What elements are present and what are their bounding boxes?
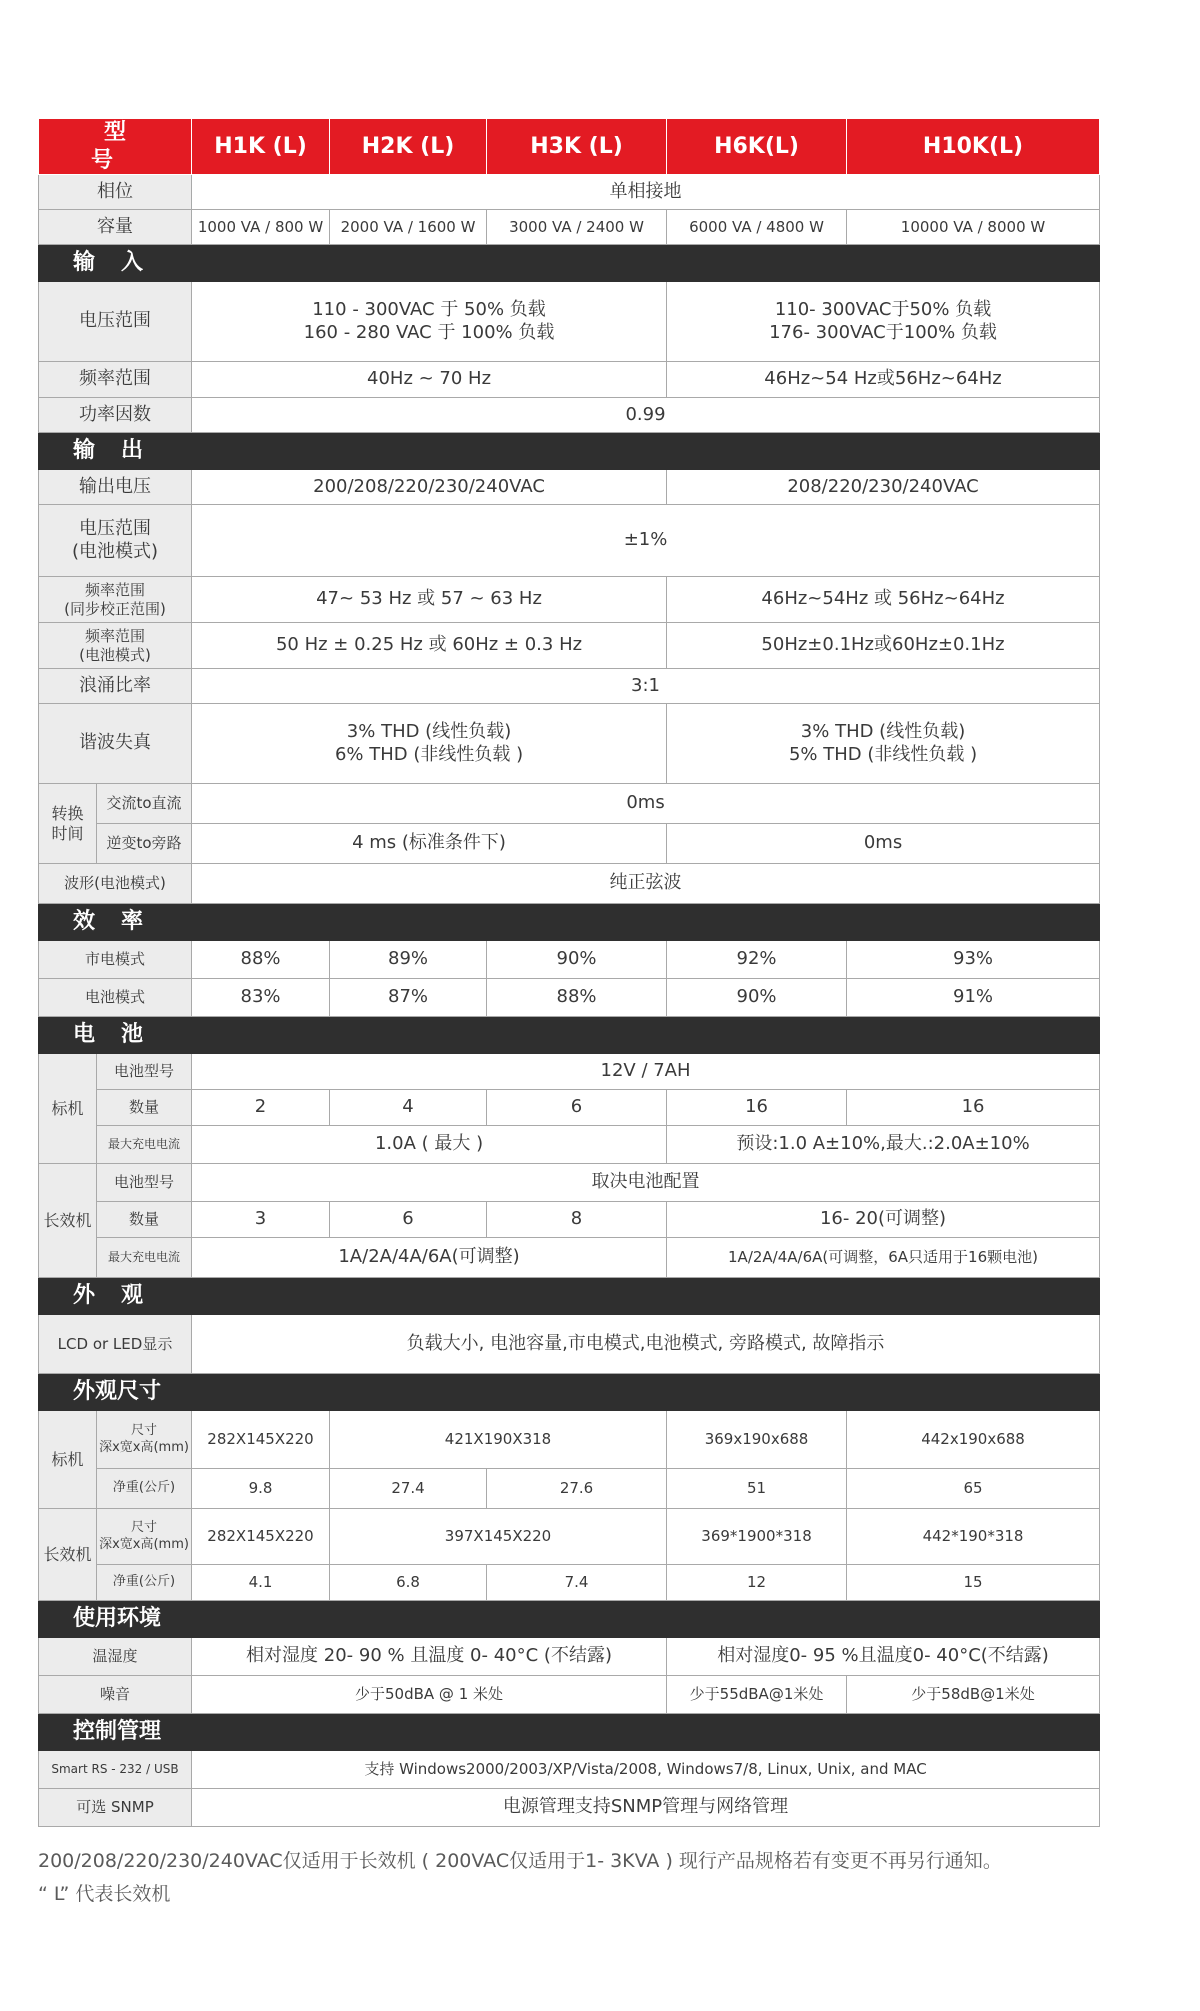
text-line: 电压范围 xyxy=(79,518,151,539)
capacity-value: 6000 VA / 4800 W xyxy=(667,210,847,245)
transfer-time-label xyxy=(39,784,97,864)
output-voltage-label: 输出电压 xyxy=(39,470,192,505)
battery-count-value: 8 xyxy=(487,1202,667,1238)
noise-label: 噪音 xyxy=(39,1676,192,1714)
weight-value: 9.8 xyxy=(192,1469,330,1509)
model-h3k: H3K (L) xyxy=(487,119,667,175)
std-max-charge-row xyxy=(39,1126,1100,1164)
text-line: 176- 300VAC于100% 负载 xyxy=(769,321,997,343)
text-line: 深x宽x高(mm) xyxy=(99,1439,189,1455)
eff-ac-value: 88% xyxy=(192,941,330,979)
eff-batt-value: 91% xyxy=(847,979,1100,1017)
crest-value: 3:1 xyxy=(192,669,1100,704)
text-line: (电池模式) xyxy=(79,645,151,664)
size-label xyxy=(97,1509,192,1565)
section-efficiency xyxy=(39,904,1100,941)
weight-value: 12 xyxy=(667,1565,847,1601)
transfer-inv-bypass-row xyxy=(39,824,1100,864)
dim-long-label: 长效机 xyxy=(39,1509,97,1601)
weight-value: 6.8 xyxy=(330,1565,487,1601)
battery-count-value: 16- 20(可调整) xyxy=(667,1202,1100,1238)
rs232-row xyxy=(39,1751,1100,1789)
eff-ac-row xyxy=(39,941,1100,979)
eff-batt-label: 电池模式 xyxy=(39,979,192,1017)
battery-count-value: 3 xyxy=(192,1202,330,1238)
long-battery-type-value: 取决电池配置 xyxy=(192,1164,1100,1202)
long-battery-count-row xyxy=(39,1202,1100,1238)
text-line: 5% THD (非线性负载 ) xyxy=(788,743,978,765)
text-line: 110- 300VAC于50% 负载 xyxy=(774,299,992,320)
section-title: 效 率 xyxy=(39,904,1100,941)
capacity-value: 10000 VA / 8000 W xyxy=(847,210,1100,245)
thd-row xyxy=(39,704,1100,784)
rs232-value: 支持 Windows2000/2003/XP/Vista/2008, Windows7/8, Linux, Unix, and MAC xyxy=(192,1751,1100,1789)
footnote xyxy=(38,1845,1158,1911)
text-line: 时间 xyxy=(51,823,84,843)
ac-to-dc-value: 0ms xyxy=(192,784,1100,824)
input-freq-row xyxy=(39,362,1100,398)
model-h6k: H6K(L) xyxy=(667,119,847,175)
freq-sync-row xyxy=(39,577,1100,623)
weight-value: 7.4 xyxy=(487,1565,667,1601)
text-line: 尺寸 xyxy=(131,1520,158,1536)
eff-batt-value: 88% xyxy=(487,979,667,1017)
eff-batt-value: 87% xyxy=(330,979,487,1017)
freq-batt-left: 50 Hz ± 0.25 Hz 或 60Hz ± 0.3 Hz xyxy=(192,623,667,669)
long-max-charge-left: 1A/2A/4A/6A(可调整) xyxy=(192,1238,667,1278)
section-output xyxy=(39,433,1100,470)
eff-batt-value: 83% xyxy=(192,979,330,1017)
battery-standard-label: 标机 xyxy=(39,1054,97,1164)
freq-sync-label xyxy=(39,577,192,623)
noise-mid: 少于55dBA@1米处 xyxy=(667,1676,847,1714)
weight-value: 27.6 xyxy=(487,1469,667,1509)
text-line: 转换 xyxy=(51,803,84,823)
section-management xyxy=(39,1714,1100,1751)
capacity-value: 3000 VA / 2400 W xyxy=(487,210,667,245)
max-charge-label: 最大充电电流 xyxy=(97,1238,192,1278)
power-factor-row xyxy=(39,398,1100,433)
text-line: 3% THD (线性负载) xyxy=(800,721,966,742)
model-h10k: H10K(L) xyxy=(847,119,1100,175)
inv-to-bypass-label: 逆变to旁路 xyxy=(97,824,192,864)
weight-label: 净重(公斤) xyxy=(97,1565,192,1601)
long-max-charge-row xyxy=(39,1238,1100,1278)
size-label xyxy=(97,1411,192,1469)
battery-count-value: 2 xyxy=(192,1090,330,1126)
thd-right xyxy=(667,704,1100,784)
size-value: 421X190X318 xyxy=(330,1411,667,1469)
inv-to-bypass-left: 4 ms (标准条件下) xyxy=(192,824,667,864)
ac-to-dc-label: 交流to直流 xyxy=(97,784,192,824)
battery-type-label: 电池型号 xyxy=(97,1164,192,1202)
section-title: 输 入 xyxy=(39,245,1100,282)
noise-left: 少于50dBA @ 1 米处 xyxy=(192,1676,667,1714)
weight-value: 65 xyxy=(847,1469,1100,1509)
section-input xyxy=(39,245,1100,282)
thd-left xyxy=(192,704,667,784)
long-size-row xyxy=(39,1509,1100,1565)
std-max-charge-left: 1.0A ( 最大 ) xyxy=(192,1126,667,1164)
size-value: 442*190*318 xyxy=(847,1509,1100,1565)
waveform-value: 纯正弦波 xyxy=(192,864,1100,904)
noise-right: 少于58dB@1米处 xyxy=(847,1676,1100,1714)
long-battery-type-row xyxy=(39,1164,1100,1202)
capacity-row xyxy=(39,210,1100,245)
std-max-charge-right: 预设:1.0 A±10%,最大.:2.0A±10% xyxy=(667,1126,1100,1164)
freq-batt-label xyxy=(39,623,192,669)
eff-ac-value: 92% xyxy=(667,941,847,979)
humidity-row xyxy=(39,1638,1100,1676)
section-appearance xyxy=(39,1278,1100,1315)
battery-count-label: 数量 xyxy=(97,1090,192,1126)
size-value: 282X145X220 xyxy=(192,1509,330,1565)
size-value: 397X145X220 xyxy=(330,1509,667,1565)
eff-ac-value: 89% xyxy=(330,941,487,979)
model-h2k: H2K (L) xyxy=(330,119,487,175)
weight-value: 4.1 xyxy=(192,1565,330,1601)
freq-batt-row xyxy=(39,623,1100,669)
eff-ac-value: 90% xyxy=(487,941,667,979)
size-value: 442x190x688 xyxy=(847,1411,1100,1469)
input-freq-right: 46Hz~54 Hz或56Hz~64Hz xyxy=(667,362,1100,398)
humidity-left: 相对湿度 20- 90 % 且温度 0- 40°C (不结露) xyxy=(192,1638,667,1676)
size-value: 369*1900*318 xyxy=(667,1509,847,1565)
thd-label: 谐波失真 xyxy=(39,704,192,784)
section-battery xyxy=(39,1017,1100,1054)
text-line: 频率范围 xyxy=(85,580,146,599)
waveform-row xyxy=(39,864,1100,904)
crest-row xyxy=(39,669,1100,704)
battery-count-value: 6 xyxy=(330,1202,487,1238)
model-label: 型 号 xyxy=(39,119,192,175)
inv-to-bypass-right: 0ms xyxy=(667,824,1100,864)
battery-count-value: 16 xyxy=(847,1090,1100,1126)
section-title: 电 池 xyxy=(39,1017,1100,1054)
voltage-regulation-value: ±1% xyxy=(192,505,1100,577)
freq-sync-right: 46Hz~54Hz 或 56Hz~64Hz xyxy=(667,577,1100,623)
long-weight-row xyxy=(39,1565,1100,1601)
section-title: 控制管理 xyxy=(39,1714,1100,1751)
input-voltage-right xyxy=(667,282,1100,362)
output-voltage-right: 208/220/230/240VAC xyxy=(667,470,1100,505)
std-weight-row xyxy=(39,1469,1100,1509)
voltage-regulation-row xyxy=(39,505,1100,577)
text-line: 尺寸 xyxy=(131,1423,158,1439)
size-value: 282X145X220 xyxy=(192,1411,330,1469)
power-factor-label: 功率因数 xyxy=(39,398,192,433)
freq-batt-right: 50Hz±0.1Hz或60Hz±0.1Hz xyxy=(667,623,1100,669)
battery-long-label: 长效机 xyxy=(39,1164,97,1278)
long-max-charge-right: 1A/2A/4A/6A(可调整，6A只适用于16颗电池) xyxy=(667,1238,1100,1278)
output-voltage-row xyxy=(39,470,1100,505)
std-battery-type-value: 12V / 7AH xyxy=(192,1054,1100,1090)
header-row xyxy=(39,119,1100,175)
std-battery-type-row xyxy=(39,1054,1100,1090)
weight-label: 净重(公斤) xyxy=(97,1469,192,1509)
weight-value: 15 xyxy=(847,1565,1100,1601)
eff-batt-row xyxy=(39,979,1100,1017)
text-line: 160 - 280 VAC 于 100% 负载 xyxy=(303,321,555,343)
input-freq-label: 频率范围 xyxy=(39,362,192,398)
std-size-row xyxy=(39,1411,1100,1469)
power-factor-value: 0.99 xyxy=(192,398,1100,433)
input-freq-left: 40Hz ~ 70 Hz xyxy=(192,362,667,398)
max-charge-label: 最大充电电流 xyxy=(97,1126,192,1164)
battery-type-label: 电池型号 xyxy=(97,1054,192,1090)
model-h1k: H1K (L) xyxy=(192,119,330,175)
capacity-label: 容量 xyxy=(39,210,192,245)
spec-table xyxy=(38,118,1100,1827)
phase-label: 相位 xyxy=(39,175,192,210)
display-value: 负载大小, 电池容量,市电模式,电池模式, 旁路模式, 故障指示 xyxy=(192,1315,1100,1374)
output-voltage-left: 200/208/220/230/240VAC xyxy=(192,470,667,505)
battery-count-value: 6 xyxy=(487,1090,667,1126)
snmp-label: 可选 SNMP xyxy=(39,1789,192,1827)
section-title: 外 观 xyxy=(39,1278,1100,1315)
text-line: 频率范围 xyxy=(85,626,146,645)
section-title: 外观尺寸 xyxy=(39,1374,1100,1411)
section-title: 输 出 xyxy=(39,433,1100,470)
text-line: 110 - 300VAC 于 50% 负载 xyxy=(312,299,546,320)
rs232-label: Smart RS - 232 / USB xyxy=(39,1751,192,1789)
humidity-right: 相对湿度0- 95 %且温度0- 40°C(不结露) xyxy=(667,1638,1100,1676)
crest-label: 浪涌比率 xyxy=(39,669,192,704)
footnote-line: 200/208/220/230/240VAC仅适用于长效机 ( 200VAC仅适用于1- 3KVA ) 现行产品规格若有变更不再另行通知。 xyxy=(38,1850,1002,1872)
dim-standard-label: 标机 xyxy=(39,1411,97,1509)
text-line: (同步校正范围) xyxy=(64,599,166,618)
freq-sync-left: 47~ 53 Hz 或 57 ~ 63 Hz xyxy=(192,577,667,623)
phase-row xyxy=(39,175,1100,210)
voltage-regulation-label xyxy=(39,505,192,577)
battery-count-label: 数量 xyxy=(97,1202,192,1238)
section-environment xyxy=(39,1601,1100,1638)
std-battery-count-row xyxy=(39,1090,1100,1126)
eff-batt-value: 90% xyxy=(667,979,847,1017)
capacity-value: 1000 VA / 800 W xyxy=(192,210,330,245)
battery-count-value: 4 xyxy=(330,1090,487,1126)
text-line: 3% THD (线性负载) xyxy=(346,721,512,742)
input-voltage-label: 电压范围 xyxy=(39,282,192,362)
text-line: (电池模式) xyxy=(71,540,159,562)
noise-row xyxy=(39,1676,1100,1714)
snmp-value: 电源管理支持SNMP管理与网络管理 xyxy=(192,1789,1100,1827)
transfer-ac-dc-row xyxy=(39,784,1100,824)
display-row xyxy=(39,1315,1100,1374)
weight-value: 27.4 xyxy=(330,1469,487,1509)
waveform-label: 波形(电池模式) xyxy=(39,864,192,904)
battery-count-value: 16 xyxy=(667,1090,847,1126)
capacity-value: 2000 VA / 1600 W xyxy=(330,210,487,245)
section-dimensions xyxy=(39,1374,1100,1411)
snmp-row xyxy=(39,1789,1100,1827)
section-title: 使用环境 xyxy=(39,1601,1100,1638)
display-label: LCD or LED显示 xyxy=(39,1315,192,1374)
size-value: 369x190x688 xyxy=(667,1411,847,1469)
eff-ac-value: 93% xyxy=(847,941,1100,979)
humidity-label: 温湿度 xyxy=(39,1638,192,1676)
text-line: 6% THD (非线性负载 ) xyxy=(334,743,524,765)
input-voltage-left xyxy=(192,282,667,362)
input-voltage-row xyxy=(39,282,1100,362)
text-line: 深x宽x高(mm) xyxy=(99,1536,189,1552)
phase-value: 单相接地 xyxy=(192,175,1100,210)
weight-value: 51 xyxy=(667,1469,847,1509)
footnote-line: “ L” 代表长效机 xyxy=(38,1883,171,1905)
eff-ac-label: 市电模式 xyxy=(39,941,192,979)
